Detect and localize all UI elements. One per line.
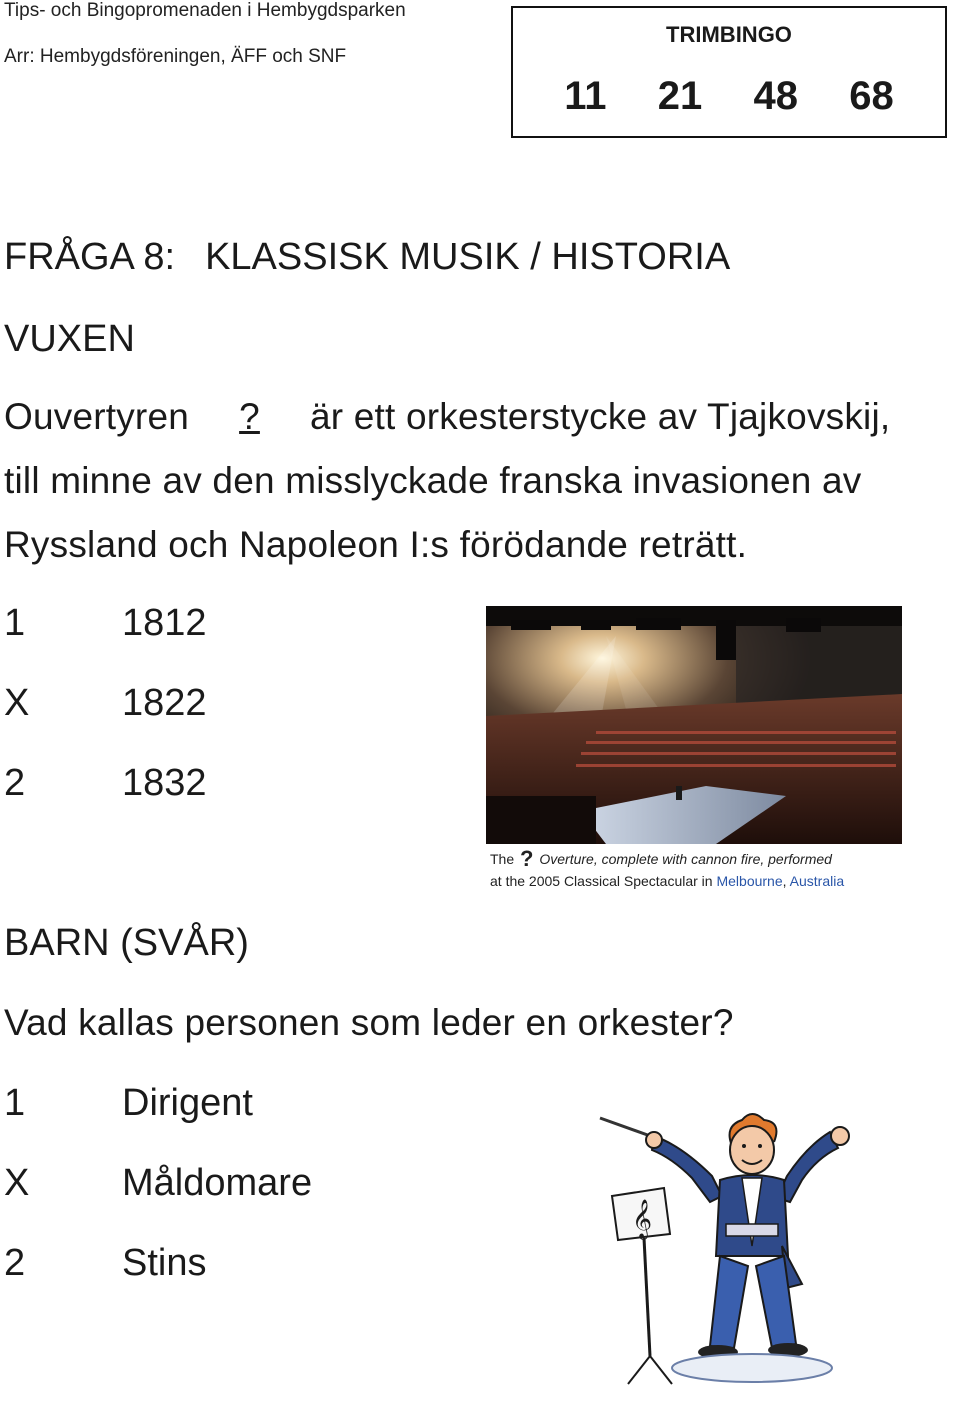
caption-text-2: at the 2005 Classical Spectacular in [490, 873, 717, 889]
caption-the: The [490, 851, 515, 867]
option-key: 2 [4, 762, 26, 804]
answer-blank: ? [239, 396, 260, 437]
caption-question-mark: ? [520, 846, 534, 871]
header-title: Tips- och Bingopromenaden i Hembygdsparken [4, 0, 406, 21]
adult-label: VUXEN [4, 318, 135, 360]
trimbingo-number: 48 [753, 74, 798, 118]
option-key: 2 [4, 1242, 26, 1284]
child-question: Vad kallas personen som leder en orkester? [4, 1002, 734, 1043]
caption-separator: , [782, 873, 790, 889]
question-topic: KLASSISK MUSIK / HISTORIA [205, 236, 731, 278]
option-text: 1832 [122, 762, 207, 804]
option-text: 1822 [122, 682, 207, 724]
option-key: 1 [4, 1082, 26, 1124]
trimbingo-numbers [513, 74, 945, 119]
conductor-cartoon [592, 1106, 892, 1396]
option-text: 1812 [122, 602, 207, 644]
caption-link-melbourne[interactable]: Melbourne [716, 873, 783, 889]
adult-question-line-2: till minne av den misslyckade franska invasionen av [4, 460, 862, 501]
child-option [4, 1162, 312, 1205]
adult-question-line-3: Ryssland och Napoleon I:s förödande reträtt. [4, 524, 748, 565]
trimbingo-number: 21 [657, 74, 703, 118]
child-option [4, 1082, 253, 1125]
child-label: BARN (SVÅR) [4, 922, 249, 964]
adult-question-end: är ett orkesterstycke av Tjajkovskij, [309, 396, 891, 437]
option-text: Måldomare [122, 1162, 313, 1204]
trimbingo-number: 68 [849, 74, 894, 118]
adult-option [4, 682, 207, 725]
trimbingo-number: 11 [564, 74, 607, 118]
question-number: FRÅGA 8: [4, 236, 176, 278]
photo-caption [486, 844, 902, 896]
header-organizers: Arr: Hembygdsföreningen, ÄFF och SNF [4, 46, 347, 67]
option-key: X [4, 682, 30, 724]
trimbingo-title: TRIMBINGO [666, 22, 792, 47]
concert-photo-figure [486, 606, 902, 896]
adult-option [4, 762, 207, 805]
option-text: Stins [122, 1242, 207, 1284]
option-text: Dirigent [122, 1082, 253, 1124]
svg-text:𝄞: 𝄞 [632, 1199, 653, 1239]
adult-question-line-1 [4, 396, 890, 438]
adult-option [4, 602, 207, 645]
concert-hall-photo [486, 606, 902, 844]
caption-text: Overture, complete with cannon fire, performed [539, 851, 832, 867]
question-heading [4, 236, 730, 279]
option-key: X [4, 1162, 30, 1204]
adult-question-start: Ouvertyren [4, 396, 190, 437]
caption-link-australia[interactable]: Australia [789, 873, 845, 889]
trimbingo-box [511, 6, 947, 138]
option-key: 1 [4, 602, 26, 644]
child-option [4, 1242, 206, 1285]
